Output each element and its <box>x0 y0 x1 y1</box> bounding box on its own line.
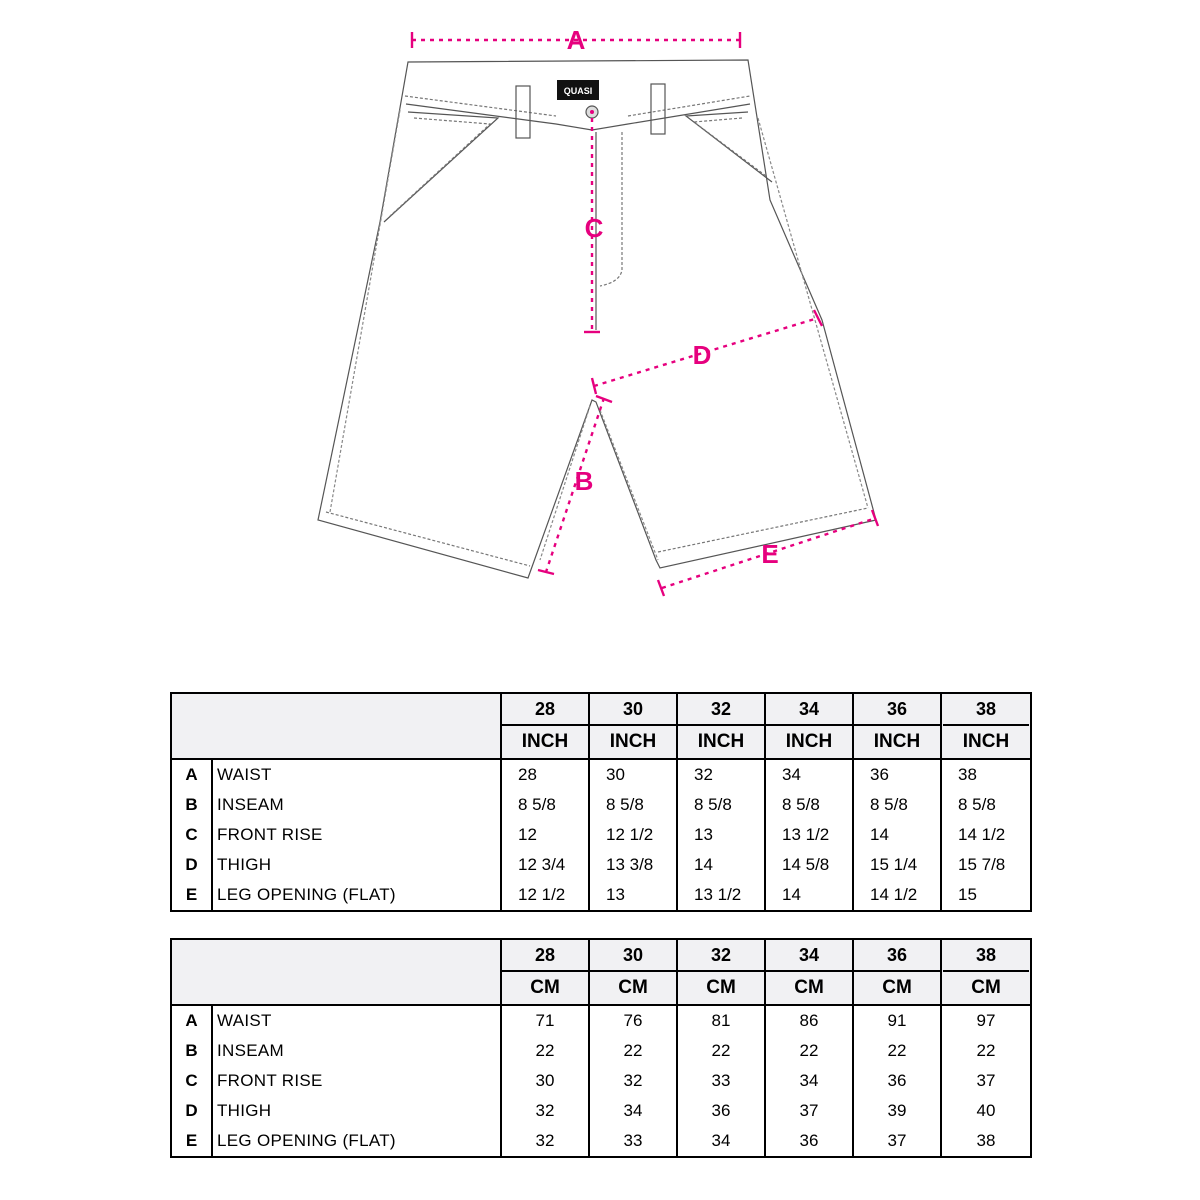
measurement-value: 81 <box>677 1005 765 1036</box>
measurement-value: 13 1/2 <box>677 880 765 911</box>
unit-header: INCH <box>765 726 853 759</box>
measurement-letter: A <box>171 759 212 790</box>
measurement-value: 32 <box>677 759 765 790</box>
unit-header: CM <box>589 972 677 1005</box>
measurement-value: 30 <box>501 1066 589 1096</box>
table-row <box>171 1036 1031 1066</box>
measurement-name: WAIST <box>212 1005 501 1036</box>
measurement-value: 15 7/8 <box>941 850 1031 880</box>
size-header: 34 <box>765 939 853 972</box>
measurement-letter: B <box>171 790 212 820</box>
measurement-value: 8 5/8 <box>589 790 677 820</box>
measurement-value: 22 <box>853 1036 941 1066</box>
measurement-value: 36 <box>853 1066 941 1096</box>
measurement-value: 8 5/8 <box>765 790 853 820</box>
measurement-value: 37 <box>853 1126 941 1157</box>
unit-header: INCH <box>677 726 765 759</box>
unit-header: INCH <box>941 726 1031 759</box>
measure-label-a: A <box>566 25 586 55</box>
measurement-value: 34 <box>589 1096 677 1126</box>
size-header: 28 <box>501 693 589 726</box>
measurement-name: THIGH <box>212 1096 501 1126</box>
measurement-value: 33 <box>677 1066 765 1096</box>
measurement-value: 8 5/8 <box>677 790 765 820</box>
measurement-value: 30 <box>589 759 677 790</box>
measurement-value: 32 <box>501 1096 589 1126</box>
unit-header: CM <box>941 972 1031 1005</box>
measurement-value: 32 <box>589 1066 677 1096</box>
measurement-value: 37 <box>941 1066 1031 1096</box>
measurement-letter: D <box>171 850 212 880</box>
measurement-value: 13 3/8 <box>589 850 677 880</box>
measurement-value: 36 <box>853 759 941 790</box>
measurement-value: 86 <box>765 1005 853 1036</box>
size-table-inch <box>170 692 1032 912</box>
table-row <box>171 759 1031 790</box>
size-header: 32 <box>677 939 765 972</box>
measurement-value: 34 <box>765 1066 853 1096</box>
measurement-value: 22 <box>677 1036 765 1066</box>
measurement-value: 36 <box>677 1096 765 1126</box>
size-header: 34 <box>765 693 853 726</box>
table-row <box>171 1126 1031 1157</box>
measurement-letter: A <box>171 1005 212 1036</box>
unit-header: CM <box>677 972 765 1005</box>
measurement-value: 71 <box>501 1005 589 1036</box>
table-row <box>171 1005 1031 1036</box>
measurement-value: 22 <box>765 1036 853 1066</box>
measurement-letter: C <box>171 820 212 850</box>
shorts-outline <box>318 60 876 578</box>
size-header: 30 <box>589 693 677 726</box>
measurement-value: 14 <box>677 850 765 880</box>
measurement-name: INSEAM <box>212 790 501 820</box>
measurement-letter: E <box>171 880 212 911</box>
size-header: 38 <box>941 939 1031 972</box>
measurement-value: 13 <box>589 880 677 911</box>
measurement-value: 38 <box>941 759 1031 790</box>
measurement-value: 34 <box>765 759 853 790</box>
table-row <box>171 880 1031 911</box>
size-header: 38 <box>941 693 1031 726</box>
table-row <box>171 790 1031 820</box>
measurement-value: 37 <box>765 1096 853 1126</box>
measurement-name: LEG OPENING (FLAT) <box>212 880 501 911</box>
measurement-value: 91 <box>853 1005 941 1036</box>
measurement-value: 12 1/2 <box>589 820 677 850</box>
measurement-value: 39 <box>853 1096 941 1126</box>
measurement-value: 22 <box>501 1036 589 1066</box>
unit-header: CM <box>853 972 941 1005</box>
size-chart-cm <box>170 938 1030 1158</box>
measurement-name: FRONT RISE <box>212 820 501 850</box>
measure-label-d: D <box>692 340 712 370</box>
header-blank <box>171 693 501 759</box>
measurement-value: 13 1/2 <box>765 820 853 850</box>
measurement-value: 14 1/2 <box>941 820 1031 850</box>
header-blank <box>171 939 501 1005</box>
measurement-value: 22 <box>941 1036 1031 1066</box>
measurement-value: 38 <box>941 1126 1031 1157</box>
measurement-value: 40 <box>941 1096 1031 1126</box>
measurement-letter: C <box>171 1066 212 1096</box>
size-chart-inch <box>170 692 1030 912</box>
measurement-value: 14 1/2 <box>853 880 941 911</box>
measurement-value: 8 5/8 <box>501 790 589 820</box>
measurement-letter: B <box>171 1036 212 1066</box>
measure-label-b: B <box>574 466 594 496</box>
measurement-value: 13 <box>677 820 765 850</box>
size-header: 36 <box>853 939 941 972</box>
measurement-value: 33 <box>589 1126 677 1157</box>
measurement-letter: D <box>171 1096 212 1126</box>
measurement-value: 15 <box>941 880 1031 911</box>
measurement-value: 8 5/8 <box>853 790 941 820</box>
measurement-name: WAIST <box>212 759 501 790</box>
svg-text:QUASI: QUASI <box>563 86 593 96</box>
measure-label-c: C <box>584 213 604 243</box>
table-row <box>171 1096 1031 1126</box>
size-header: 28 <box>501 939 589 972</box>
measurement-value: 14 <box>765 880 853 911</box>
size-header: 30 <box>589 939 677 972</box>
unit-header: INCH <box>853 726 941 759</box>
unit-header: INCH <box>501 726 589 759</box>
measure-label-e: E <box>761 539 779 569</box>
measurement-value: 22 <box>589 1036 677 1066</box>
unit-header: CM <box>765 972 853 1005</box>
size-header: 32 <box>677 693 765 726</box>
size-header: 36 <box>853 693 941 726</box>
measurement-letter: E <box>171 1126 212 1157</box>
measurement-name: LEG OPENING (FLAT) <box>212 1126 501 1157</box>
measurement-value: 8 5/8 <box>941 790 1031 820</box>
measurement-value: 34 <box>677 1126 765 1157</box>
table-row <box>171 820 1031 850</box>
measurement-value: 32 <box>501 1126 589 1157</box>
measurement-value: 28 <box>501 759 589 790</box>
unit-header: INCH <box>589 726 677 759</box>
measurement-name: THIGH <box>212 850 501 880</box>
table-row <box>171 1066 1031 1096</box>
measurement-value: 12 <box>501 820 589 850</box>
brand-tag <box>557 80 599 100</box>
measurement-name: INSEAM <box>212 1036 501 1066</box>
size-table-cm <box>170 938 1032 1158</box>
measurement-name: FRONT RISE <box>212 1066 501 1096</box>
measurement-value: 36 <box>765 1126 853 1157</box>
measurement-value: 15 1/4 <box>853 850 941 880</box>
measurement-value: 12 3/4 <box>501 850 589 880</box>
measurement-value: 12 1/2 <box>501 880 589 911</box>
measurement-value: 97 <box>941 1005 1031 1036</box>
table-row <box>171 850 1031 880</box>
measurement-value: 14 5/8 <box>765 850 853 880</box>
measurement-value: 76 <box>589 1005 677 1036</box>
unit-header: CM <box>501 972 589 1005</box>
measurement-value: 14 <box>853 820 941 850</box>
